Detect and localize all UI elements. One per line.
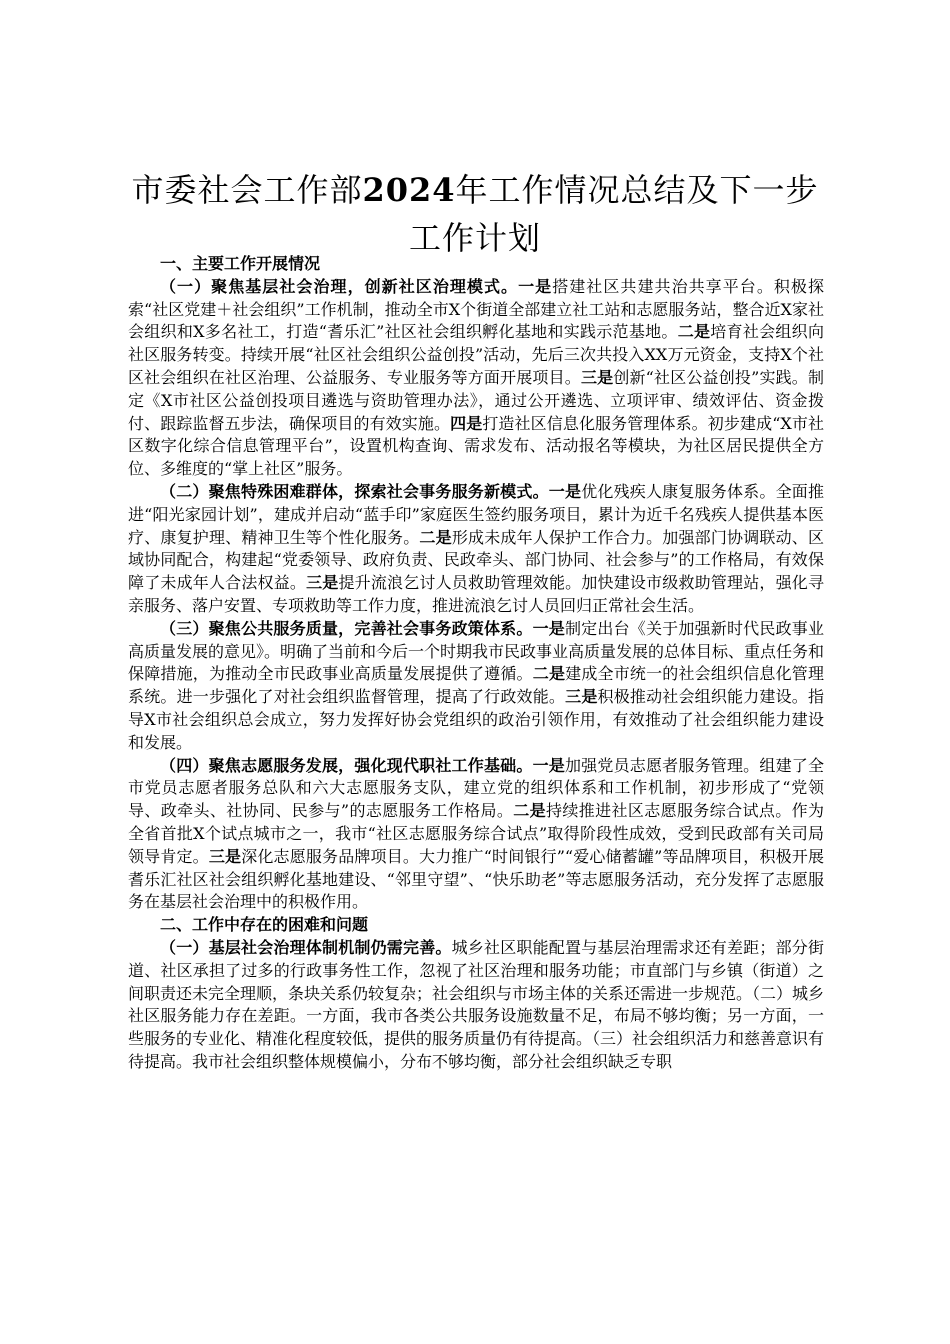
paragraph-lead: （三）聚焦公共服务质量，完善社会事务政策体系。 — [160, 618, 533, 638]
paragraph-1-4: （四）聚焦志愿服务发展，强化现代职社工作基础。一是加强党员志愿者服务管理。组建了全市党员志愿者服务总队和六大志愿服务支队，建立党的组织体系和工作机制，初步形成了“党领导、政牵头、社协同、民参与”的志愿服务工作格局。二是持续推进社区志愿服务综合试点。作为全省首批X个试点城市之一，我市“社区志愿服务综合试点”取得阶段性成效，受到民政部有关司局领导肯定。三是深化志愿服务品牌项目。大力推广“时间银行”“爱心储蓄罐”等品牌项目，积极开展耆乐汇社区社会组织孵化基地建设、“邻里守望”、“快乐助老”等志愿服务活动，充分发挥了志愿服务在基层社会治理中的积极作用。 — [128, 755, 824, 912]
title-part-2: 年工作情况总结及下一步工作计划 — [408, 171, 819, 257]
paragraph-1-1: （一）聚焦基层社会治理，创新社区治理模式。一是搭建社区共建共治共享平台。积极探索“社区党建＋社会组织”工作机制，推动全市X个街道全部建立社工站和志愿服务站，整合近X家社会组织和X多名社工，打造“耆乐汇”社区社会组织孵化基地和实践示范基地。二是培育社会组织向社区服务转变。持续开展“社区社会组织公益创投”活动，先后三次共投入XX万元资金，支持X个社区社会组织在社区治理、公益服务、专业服务等方面开展项目。三是创新“社区公益创投”实践。制定《X市社区公益创投项目遴选与资助管理办法》，通过公开遴选、立项评审、绩效评估、资金拨付、跟踪监督五步法，确保项目的有效实施。四是打造社区信息化服务管理体系。初步建成“X市社区数字化综合信息管理平台”，设置机构查询、需求发布、活动报名等模块，为社区居民提供全方位、多维度的“掌上社区”服务。 — [128, 276, 824, 479]
section-heading-2: 二、工作中存在的困难和问题 — [160, 915, 369, 935]
paragraph-lead: （四）聚焦志愿服务发展，强化现代职社工作基础。 — [160, 755, 533, 775]
title-year: 2024 — [362, 171, 456, 209]
paragraph-lead: （一）基层社会治理体制机制仍需完善。 — [160, 937, 452, 957]
paragraph-2-1: （一）基层社会治理体制机制仍需完善。城乡社区职能配置与基层治理需求还有差距；部分街道、社区承担了过多的行政事务性工作，忽视了社区治理和服务功能；市直部门与乡镇（街道）之间职责还未完全理顺，条块关系仍较复杂；社会组织与市场主体的关系还需进一步规范。（二）城乡社区服务能力存在差距。一方面，我市各类公共服务设施数量不足，布局不够均衡；另一方面，一些服务的专业化、精准化程度较低，提供的服务质量仍有待提高。（三）社会组织活力和慈善意识有待提高。我市社会组织整体规模偏小，分布不够均衡，部分社会组织缺乏专职 — [128, 937, 825, 1071]
title-part-1: 市委社会工作部 — [131, 171, 363, 209]
document-title — [120, 166, 830, 262]
paragraph-1-3: （三）聚焦公共服务质量，完善社会事务政策体系。一是制定出台《关于加强新时代民政事业高质量发展的意见》。明确了当前和今后一个时期我市民政事业高质量发展的总体目标、重点任务和保障措施，为推动全市民政事业高质量发展提供了遵循。二是建成全市统一的社会组织信息化管理系统。进一步强化了对社会组织监督管理，提高了行政效能。三是积极推动社会组织能力建设。指导X市社会组织总会成立，努力发挥好协会党组织的政治引领作用，有效推动了社会组织能力建设和发展。 — [128, 618, 825, 752]
document-body — [128, 253, 824, 1074]
paragraph-lead: （一）聚焦基层社会治理，创新社区治理模式。 — [160, 276, 519, 296]
paragraph-lead: （二）聚焦特殊困难群体，探索社会事务服务新模式。 — [160, 481, 549, 501]
section-heading-1: 一、主要工作开展情况 — [160, 254, 321, 273]
paragraph-1-2: （二）聚焦特殊困难群体，探索社会事务服务新模式。一是优化残疾人康复服务体系。全面推进“阳光家园计划”，建成并启动“蓝手印”家庭医生签约服务项目，累计为近千名残疾人提供基本医疗、康复护理、精神卫生等个性化服务。二是形成未成年人保护工作合力。加强部门协调联动、区域协同配合，构建起“党委领导、政府负责、民政牵头、部门协同、社会参与”的工作格局，有效保障了未成年人合法权益。三是提升流浪乞讨人员救助管理效能。加快建设市级救助管理站，强化寻亲服务、落户安置、专项救助等工作力度，推进流浪乞讨人员回归正常社会生活。 — [128, 481, 824, 615]
